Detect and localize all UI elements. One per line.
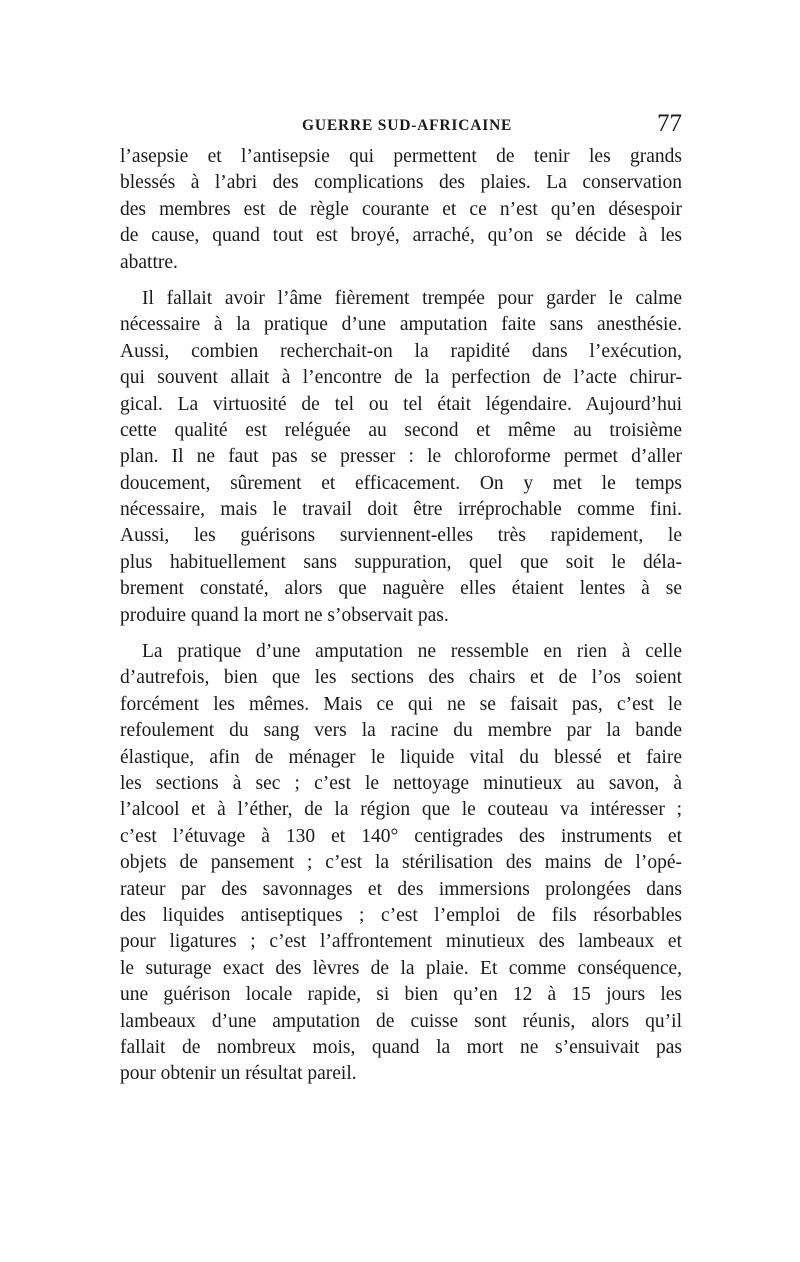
text-line: des membres est de règle courante et ce n’est qu’en désespoir (120, 198, 682, 220)
text-line: abattre. (120, 251, 178, 273)
paragraph-3 (120, 639, 682, 1088)
text-line: pour ligatures ; c’est l’affrontement minutieux des lambeaux et (120, 931, 682, 953)
text-line: produire quand la mort ne s’observait pas. (120, 604, 449, 626)
text-line: Il fallait avoir l’âme fièrement trempée pour garder le calme (142, 287, 682, 309)
running-title: GUERRE SUD-AFRICAINE (302, 117, 513, 134)
text-line: fallait de nombreux mois, quand la mort ne s’ensuivait pas (120, 1036, 682, 1058)
text-line: l’alcool et à l’éther, de la région que le couteau va intéresser ; (120, 799, 682, 821)
text-line: doucement, sûrement et efficacement. On y met le temps (120, 472, 682, 494)
text-line: élastique, afin de ménager le liquide vital du blessé et faire (120, 746, 682, 768)
text-line: refoulement du sang vers la racine du membre par la bande (120, 720, 682, 742)
text-line: l’asepsie et l’antisepsie qui permettent de tenir les grands (120, 146, 682, 167)
text-line: lambeaux d’une amputation de cuisse sont réunis, alors qu’il (120, 1010, 682, 1032)
text-line: le suturage exact des lèvres de la plaie. Et comme conséquence, (120, 957, 682, 979)
text-line: plus habituellement sans suppuration, quel que soit le déla- (120, 551, 682, 573)
text-line: nécessaire, mais le travail doit être irréprochable comme fini. (120, 499, 682, 521)
paragraph-1 (120, 144, 682, 276)
body-text (120, 144, 682, 1088)
text-line: cette qualité est reléguée au second et même au troisième (120, 419, 682, 441)
text-line: objets de pansement ; c’est la stérilisation des mains de l’opé- (120, 852, 682, 874)
text-line: de cause, quand tout est broyé, arraché, qu’on se décide à les (120, 225, 682, 247)
text-line: plan. Il ne faut pas se presser : le chloroforme permet d’aller (120, 446, 682, 468)
text-line: nécessaire à la pratique d’une amputation faite sans anesthésie. (120, 314, 682, 336)
page-number: 77 (657, 110, 682, 137)
text-line: La pratique d’une amputation ne ressemble en rien à celle (142, 641, 682, 663)
text-line: Aussi, combien recherchait-on la rapidité dans l’exécution, (120, 340, 682, 362)
text-line: d’autrefois, bien que les sections des chairs et de l’os soient (120, 667, 682, 689)
text-line: pour obtenir un résultat pareil. (120, 1063, 357, 1085)
text-line: c’est l’étuvage à 130 et 140° centigrades des instruments et (120, 825, 682, 847)
text-line: qui souvent allait à l’encontre de la perfection de l’acte chirur- (120, 367, 682, 389)
paragraph-gap (120, 629, 682, 639)
text-line: forcément les mêmes. Mais ce qui ne se faisait pas, c’est le (120, 693, 682, 715)
paragraph-2 (120, 286, 682, 629)
text-line: les sections à sec ; c’est le nettoyage minutieux au savon, à (120, 772, 682, 794)
text-line: une guérison locale rapide, si bien qu’en 12 à 15 jours les (120, 984, 682, 1006)
text-line: des liquides antiseptiques ; c’est l’emploi de fils résorbables (120, 904, 682, 926)
running-head (120, 110, 682, 142)
text-line: Aussi, les guérisons surviennent-elles très rapidement, le (120, 525, 682, 547)
text-line: brement constaté, alors que naguère elles étaient lentes à se (120, 578, 682, 600)
text-line: blessés à l’abri des complications des plaies. La conservation (120, 172, 682, 194)
text-line: rateur par des savonnages et des immersions prolongées dans (120, 878, 682, 900)
text-line: gical. La virtuosité de tel ou tel était légendaire. Aujourd’hui (120, 393, 682, 415)
paragraph-gap (120, 276, 682, 286)
